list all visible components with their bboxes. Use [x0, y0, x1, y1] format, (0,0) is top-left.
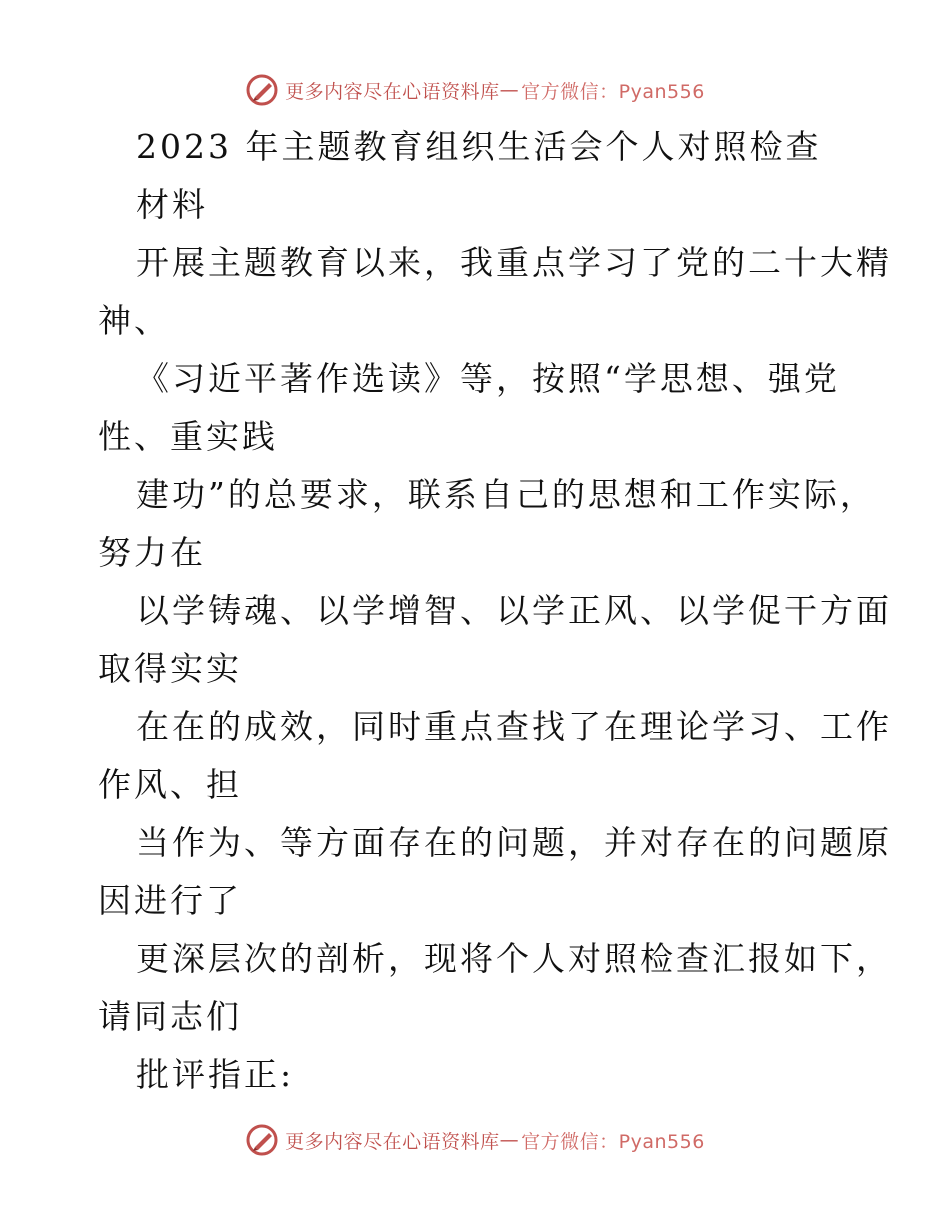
- text-line: 更深层次的剖析，现将个人对照检查汇报如下，: [136, 939, 892, 978]
- watermark-footer: [0, 1120, 950, 1160]
- text-line: 努力在: [98, 533, 206, 572]
- text-line: 材料: [136, 185, 208, 224]
- pen-circle-icon: [245, 1123, 279, 1157]
- text-line: 《习近平著作选读》等，按照“学思想、强党: [136, 359, 840, 398]
- text-line: 建功”的总要求，联系自己的思想和工作实际，: [136, 475, 876, 514]
- watermark-wechat-text: 官方微信：Pyan556: [521, 1130, 705, 1153]
- watermark-site-text: 更多内容尽在心语资料库: [285, 80, 500, 103]
- text-line: 批评指正:: [136, 1055, 295, 1094]
- text-line: 因进行了: [98, 881, 242, 920]
- watermark-dash: —: [499, 1129, 520, 1151]
- watermark-header: [0, 70, 950, 110]
- watermark-dash: —: [499, 79, 520, 101]
- text-line: 以学铸魂、以学增智、以学正风、以学促干方面: [136, 591, 892, 630]
- text-line: 当作为、等方面存在的问题，并对存在的问题原: [136, 823, 892, 862]
- text-line: 开展主题教育以来，我重点学习了党的二十大精: [136, 243, 892, 282]
- text-line: 请同志们: [98, 997, 242, 1036]
- text-line: 神、: [98, 301, 170, 340]
- text-line: 取得实实: [98, 649, 242, 688]
- text-line: 在在的成效，同时重点查找了在理论学习、工作: [136, 707, 892, 746]
- watermark-site-text: 更多内容尽在心语资料库: [285, 1130, 500, 1153]
- document-body: [98, 118, 892, 1104]
- text-line: 2023 年主题教育组织生活会个人对照检查: [136, 127, 822, 166]
- text-line: 作风、担: [98, 765, 242, 804]
- watermark-wechat-text: 官方微信：Pyan556: [521, 80, 705, 103]
- pen-circle-icon: [245, 73, 279, 107]
- text-line: 性、重实践: [98, 417, 278, 456]
